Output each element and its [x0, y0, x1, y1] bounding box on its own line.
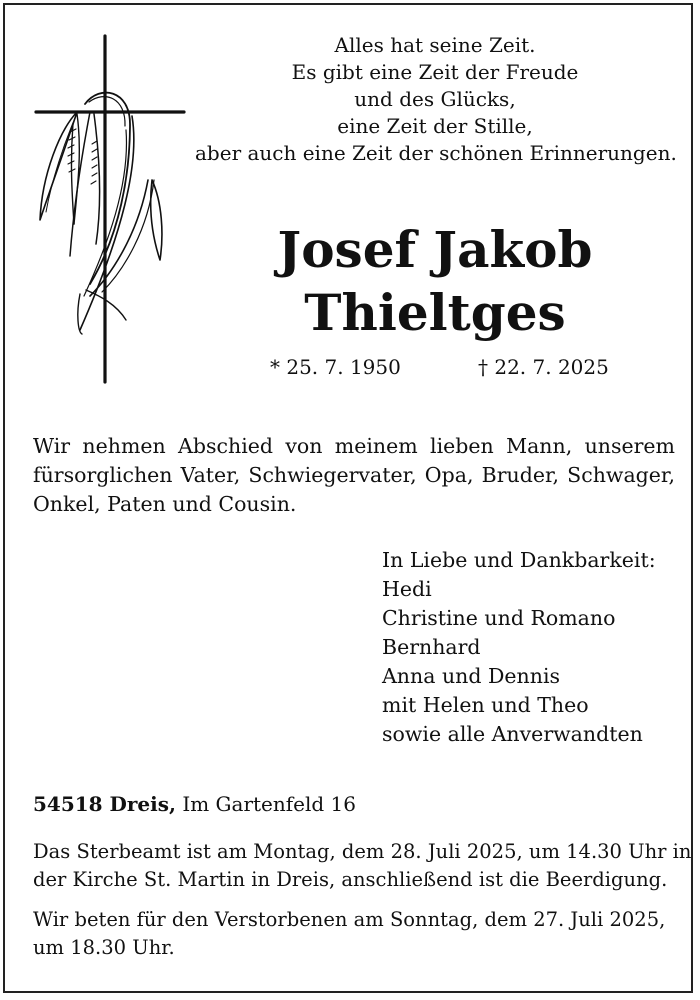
memorial-mass-notice [33, 906, 678, 962]
cross-with-wheat-icon [30, 34, 200, 386]
mourner-name: Bernhard [382, 635, 481, 659]
farewell-text: Wir nehmen Abschied von meinem lieben Mann, unserem fürsorglichen Vater, Schwiegervater, Opa, Bruder, Schwager, Onkel, Paten und Cousin. [33, 434, 675, 516]
mourner-name: Anna und Dennis [382, 664, 561, 688]
motto-line: Es gibt eine Zeit der Freude [291, 60, 579, 84]
motto-line: Alles hat seine Zeit. [334, 33, 536, 57]
funeral-line: der Kirche St. Martin in Dreis, anschließend ist die Beerdigung. [33, 868, 668, 891]
address-street: Im Gartenfeld 16 [182, 792, 357, 816]
family-address [33, 791, 356, 818]
mourner-name: Christine und Romano [382, 606, 616, 630]
birth-date: * 25. 7. 1950 [270, 355, 401, 379]
mass-line: um 18.30 Uhr. [33, 936, 175, 959]
funeral-notice [33, 838, 692, 894]
mourners-intro: In Liebe und Dankbarkeit: [382, 548, 656, 572]
deceased-first-names: Josef Jakob [277, 220, 593, 279]
address-place: 54518 Dreis, [33, 792, 176, 816]
motto-line: und des Glücks, [354, 87, 516, 111]
mass-line: Wir beten für den Verstorbenen am Sonntag, dem 27. Juli 2025, [33, 908, 666, 931]
deceased-surname: Thieltges [304, 283, 566, 342]
death-date: † 22. 7. 2025 [478, 355, 609, 379]
mourner-name: mit Helen und Theo [382, 693, 589, 717]
motto-verse [195, 32, 675, 167]
mourner-name: Hedi [382, 577, 432, 601]
funeral-line: Das Sterbeamt ist am Montag, dem 28. Juli 2025, um 14.30 Uhr in [33, 840, 692, 863]
motto-line: eine Zeit der Stille, [337, 114, 533, 138]
mourners-list [382, 546, 656, 749]
mourner-name: sowie alle Anverwandten [382, 722, 643, 746]
motto-line: aber auch eine Zeit der schönen Erinnerungen. [195, 141, 677, 165]
